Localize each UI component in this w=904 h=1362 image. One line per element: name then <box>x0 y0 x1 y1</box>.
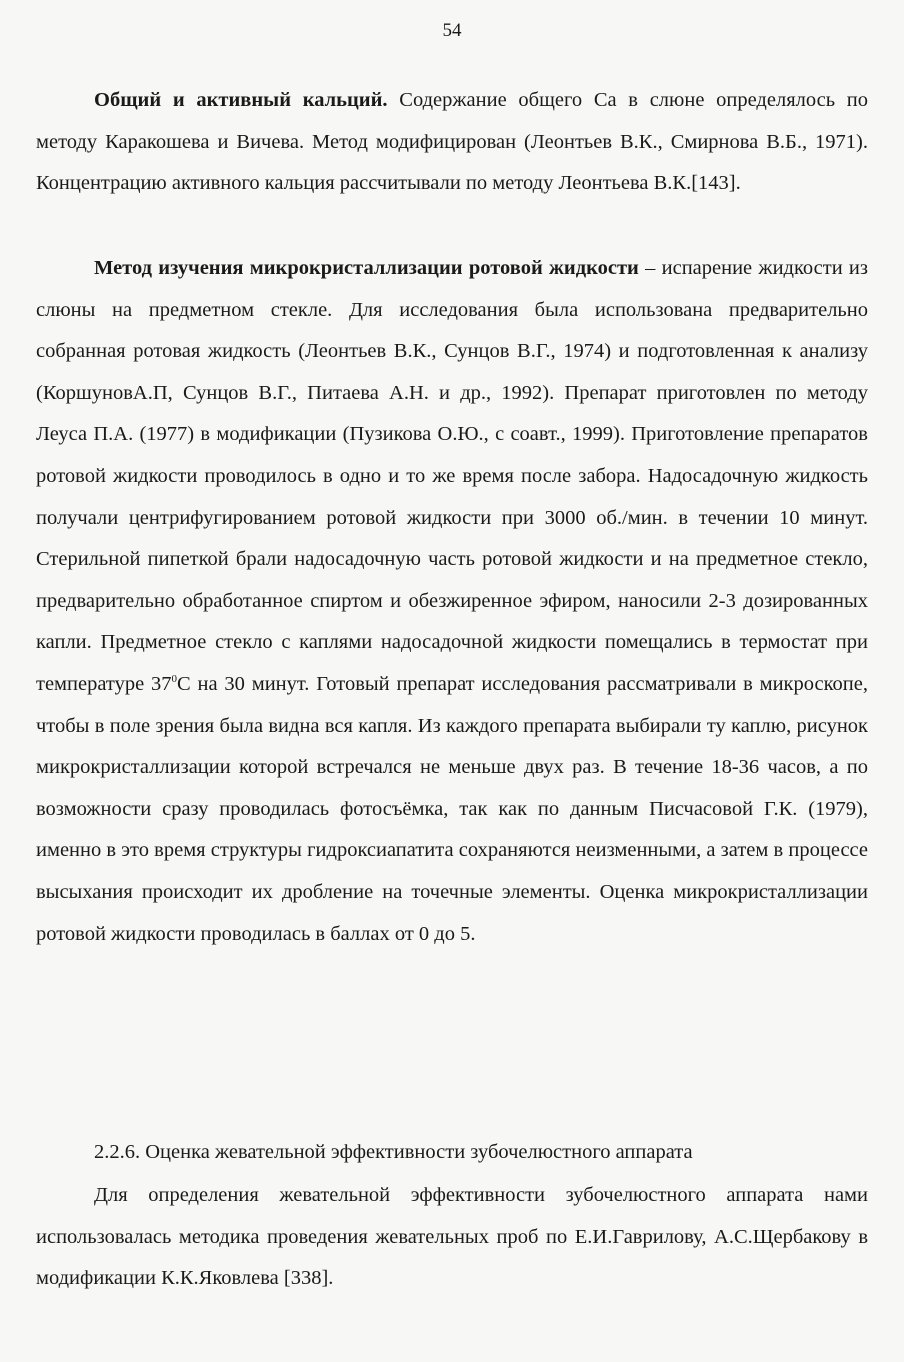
temperature-unit: С <box>177 672 191 695</box>
microcrystallization-paragraph <box>36 248 868 955</box>
chewing-paragraph: Для определения жевательной эффективности зубочелюстного аппарата нами использовалась методика проведения жевательных проб по Е.И.Гаврилову, А.С.Щербакову в модификации К.К.Яковлева [338]. <box>36 1184 868 1290</box>
chewing-section <box>36 1175 868 1300</box>
calcium-text: Содержание общего Са в слюне определялось по методу Каракошева и Вичева. Метод модифицирован (Леонтьев В.К., Смирнова В.Б., 1971). Концентрацию активного кальция рассчитывали по методу Леонтьева В.К.[143]. <box>36 89 868 195</box>
page-number: 54 <box>442 20 462 41</box>
microcrystallization-text-2: на 30 минут. Готовый препарат исследования рассматривали в микроскопе, чтобы в поле зрения была видна вся капля. Из каждого препарата выбирали ту каплю, рисунок микрокристаллизации которой встречался не меньше двух раз. В течение 18-36 часов, а по возможности сразу проводилась фотосъёмка, так как по данным Писчасовой Г.К. (1979), именно в это время структуры гидроксиапатита сохраняются неизменными, а затем в процессе высыхания происходит их дробление на точечные элементы. Оценка микрокристаллизации ротовой жидкости проводилась в баллах от 0 до 5. <box>36 672 868 945</box>
section-heading: 2.2.6. Оценка жевательной эффективности зубочелюстного аппарата <box>94 1141 693 1163</box>
microcrystallization-section <box>36 248 868 955</box>
calcium-paragraph <box>36 80 868 205</box>
calcium-section <box>36 80 868 205</box>
calcium-title: Общий и активный кальций. <box>94 89 388 111</box>
microcrystallization-title: Метод изучения микрокристаллизации ротовой жидкости <box>94 257 639 279</box>
temperature-degree: 0 <box>171 673 178 686</box>
temperature-value: 37 <box>151 672 172 695</box>
microcrystallization-text-1: – испарение жидкости из слюны на предметном стекле. Для исследования была использована предварительно собранная ротовая жидкость (Леонтьев В.К., Сунцов В.Г., 1974) и подготовленная к анализу (КоршуновА.П, Сунцов В.Г., Питаева А.Н. и др., 1992). Препарат приготовлен по методу Леуса П.А. (1977) в модификации (Пузикова О.Ю., с соавт., 1999). Приготовление препаратов ротовой жидкости проводилось в одно и то же время после забора. Надосадочную жидкость получали центрифугированием ротовой жидкости при 3000 об./мин. в течении 10 минут. Стерильной пипеткой брали надосадочную часть ротовой жидкости и на предметное стекло, предварительно обработанное спиртом и обезжиренное эфиром, наносили 2-3 дозированных капли. Предметное стекло с каплями надосадочной жидкости помещались в термостат при температуре <box>36 257 869 695</box>
